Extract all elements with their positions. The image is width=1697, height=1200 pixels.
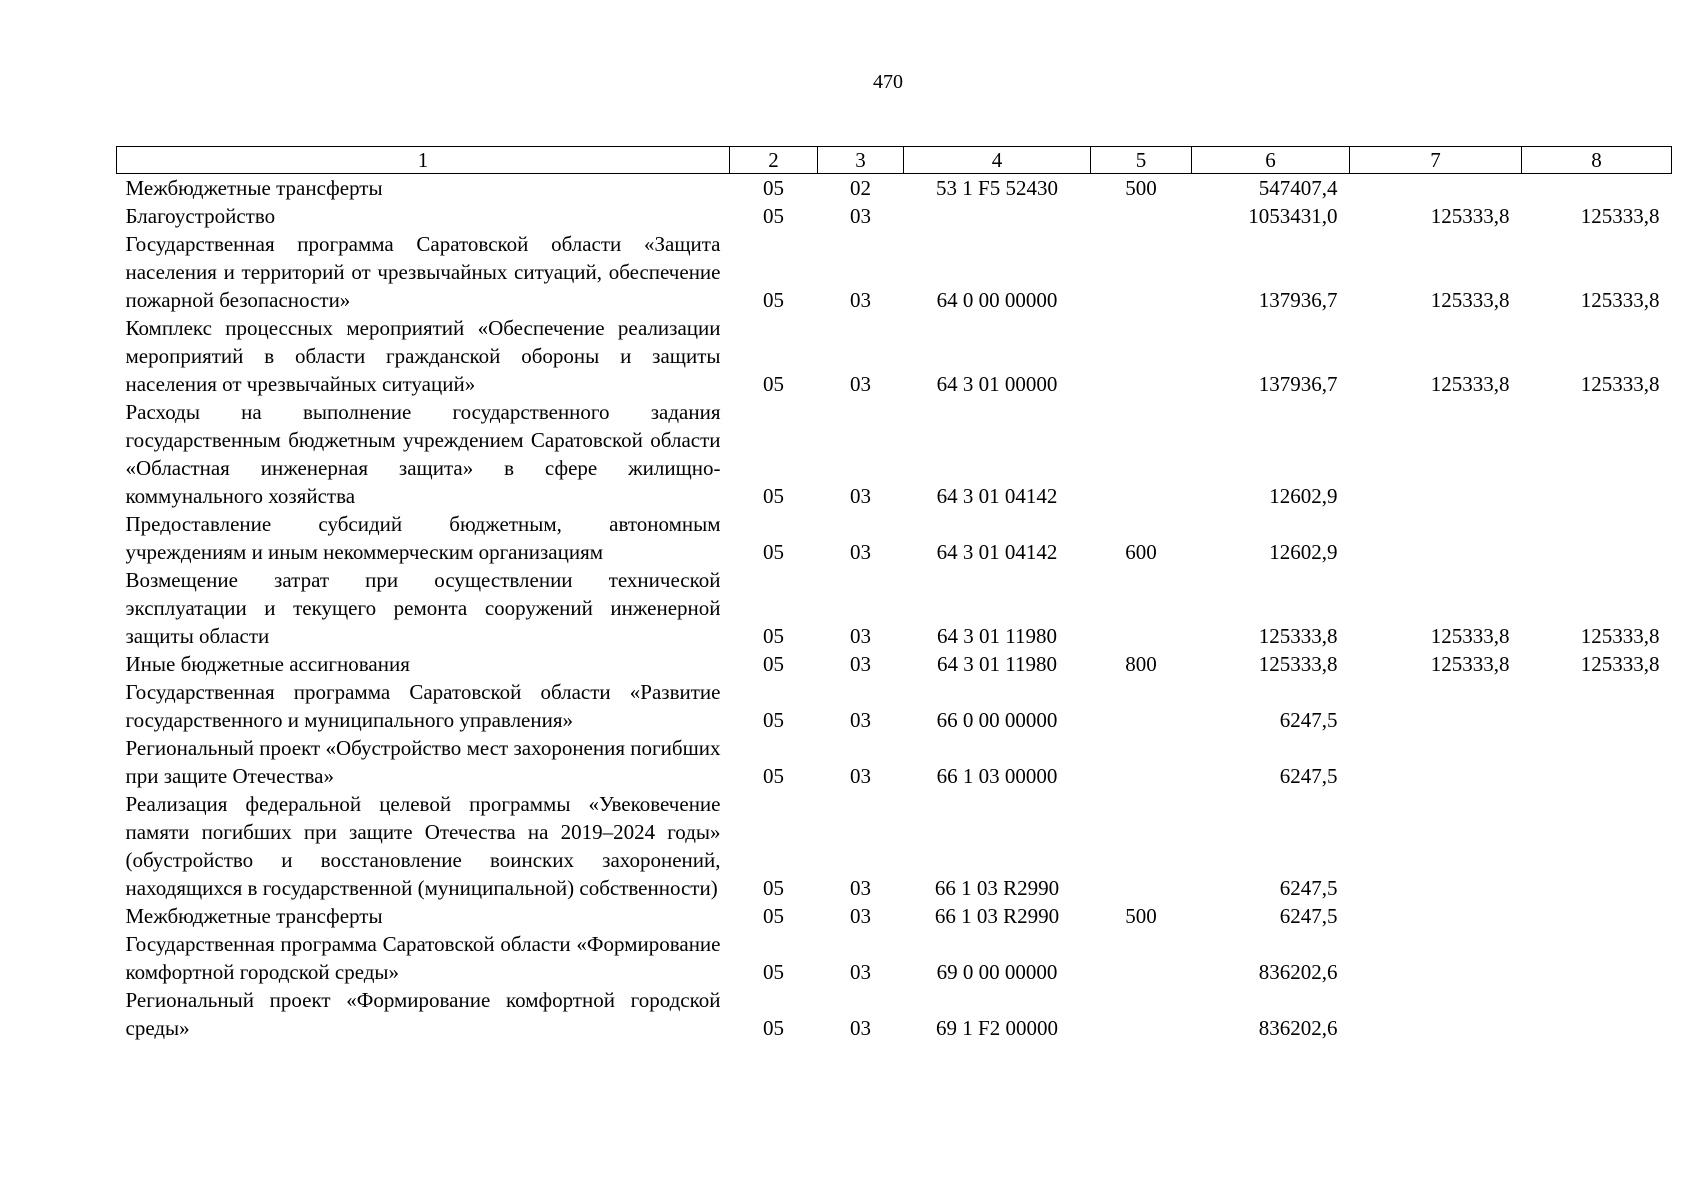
table-row xyxy=(117,510,1672,566)
column-header: 8 xyxy=(1522,147,1672,174)
target-article-cell: 64 3 01 04142 xyxy=(936,484,1058,508)
amount-cell xyxy=(1522,902,1672,930)
row-name-cell: Государственная программа Саратовской области «Развитие государственного и муниципального управления» xyxy=(125,680,721,732)
target-article-cell: 66 0 00 00000 xyxy=(936,708,1058,732)
column-header: 6 xyxy=(1192,147,1350,174)
amount-cell xyxy=(1522,398,1672,510)
column-header: 7 xyxy=(1350,147,1522,174)
amount-cell: 6247,5 xyxy=(1279,764,1338,788)
amount-cell xyxy=(1350,734,1522,790)
row-name-cell: Расходы на выполнение государственного задания государственным бюджетным учреждением Саратовской области «Областная инженерная защита» в сфере жилищно-коммунального хозяйства xyxy=(125,400,721,508)
amount-cell: 125333,8 xyxy=(1430,624,1510,648)
amount-cell: 125333,8 xyxy=(1580,652,1660,676)
target-article-cell: 69 1 F2 00000 xyxy=(936,1016,1058,1040)
table-row xyxy=(117,902,1672,930)
expense-type-cell xyxy=(1091,202,1192,230)
amount-cell xyxy=(1522,734,1672,790)
column-header: 1 xyxy=(117,147,730,174)
section-code-cell: 05 xyxy=(763,708,784,732)
column-header: 3 xyxy=(818,147,904,174)
table-body xyxy=(117,174,1672,1043)
target-article-cell xyxy=(904,202,1091,230)
target-article-cell: 53 1 F5 52430 xyxy=(936,176,1058,200)
amount-cell: 125333,8 xyxy=(1580,204,1660,228)
section-code-cell: 05 xyxy=(763,764,784,788)
expense-type-cell xyxy=(1091,230,1192,314)
section-code-cell: 05 xyxy=(763,652,784,676)
subsection-code-cell: 03 xyxy=(850,904,871,928)
amount-cell: 547407,4 xyxy=(1258,176,1338,200)
section-code-cell: 05 xyxy=(763,288,784,312)
amount-cell xyxy=(1350,398,1522,510)
subsection-code-cell: 03 xyxy=(850,876,871,900)
amount-cell: 137936,7 xyxy=(1258,288,1338,312)
amount-cell xyxy=(1350,930,1522,986)
section-code-cell: 05 xyxy=(763,204,784,228)
amount-cell: 836202,6 xyxy=(1258,960,1338,984)
amount-cell xyxy=(1522,790,1672,902)
amount-cell xyxy=(1350,510,1522,566)
table-row xyxy=(117,566,1672,650)
section-code-cell: 05 xyxy=(763,624,784,648)
table-row xyxy=(117,678,1672,734)
amount-cell xyxy=(1350,174,1522,203)
row-name-cell: Региональный проект «Обустройство мест захоронения погибших при защите Отечества» xyxy=(125,736,721,788)
subsection-code-cell: 03 xyxy=(850,288,871,312)
subsection-code-cell: 03 xyxy=(850,708,871,732)
amount-cell: 125333,8 xyxy=(1580,372,1660,396)
subsection-code-cell: 03 xyxy=(850,204,871,228)
section-code-cell: 05 xyxy=(763,484,784,508)
amount-cell: 1053431,0 xyxy=(1248,204,1338,228)
table-row xyxy=(117,314,1672,398)
subsection-code-cell: 03 xyxy=(850,960,871,984)
subsection-code-cell: 03 xyxy=(850,624,871,648)
expense-type-cell xyxy=(1091,930,1192,986)
table-row xyxy=(117,174,1672,203)
amount-cell: 836202,6 xyxy=(1258,1016,1338,1040)
header-row xyxy=(117,147,1672,174)
amount-cell xyxy=(1350,902,1522,930)
expense-type-cell: 800 xyxy=(1125,652,1157,676)
expense-type-cell xyxy=(1091,314,1192,398)
expense-type-cell xyxy=(1091,566,1192,650)
amount-cell: 125333,8 xyxy=(1430,372,1510,396)
subsection-code-cell: 02 xyxy=(850,176,871,200)
expense-type-cell: 600 xyxy=(1125,540,1157,564)
amount-cell xyxy=(1350,678,1522,734)
row-name-cell: Возмещение затрат при осуществлении технической эксплуатации и текущего ремонта сооружений инженерной защиты области xyxy=(125,568,721,648)
table-row xyxy=(117,930,1672,986)
amount-cell xyxy=(1522,678,1672,734)
expense-type-cell xyxy=(1091,986,1192,1042)
row-name-cell: Комплекс процессных мероприятий «Обеспечение реализации мероприятий в области гражданской обороны и защиты населения от чрезвычайных ситуаций» xyxy=(125,316,721,396)
expense-type-cell xyxy=(1091,734,1192,790)
amount-cell: 6247,5 xyxy=(1279,708,1338,732)
amount-cell: 125333,8 xyxy=(1258,652,1338,676)
row-name-cell: Межбюджетные трансферты xyxy=(125,904,383,928)
target-article-cell: 69 0 00 00000 xyxy=(936,960,1058,984)
amount-cell: 12602,9 xyxy=(1269,540,1338,564)
table-row xyxy=(117,986,1672,1042)
amount-cell: 125333,8 xyxy=(1430,204,1510,228)
column-header: 2 xyxy=(730,147,818,174)
amount-cell xyxy=(1522,174,1672,203)
target-article-cell: 64 3 01 11980 xyxy=(937,652,1057,676)
table-row xyxy=(117,734,1672,790)
table-row xyxy=(117,202,1672,230)
target-article-cell: 64 3 01 04142 xyxy=(936,540,1058,564)
subsection-code-cell: 03 xyxy=(850,652,871,676)
amount-cell: 6247,5 xyxy=(1279,876,1338,900)
column-header: 5 xyxy=(1091,147,1192,174)
amount-cell: 125333,8 xyxy=(1430,652,1510,676)
target-article-cell: 64 3 01 11980 xyxy=(937,624,1057,648)
subsection-code-cell: 03 xyxy=(850,372,871,396)
amount-cell: 125333,8 xyxy=(1580,624,1660,648)
row-name-cell: Предоставление субсидий бюджетным, автономным учреждениям и иным некоммерческим организациям xyxy=(125,512,721,564)
amount-cell: 125333,8 xyxy=(1430,288,1510,312)
section-code-cell: 05 xyxy=(763,960,784,984)
expense-type-cell xyxy=(1091,398,1192,510)
target-article-cell: 66 1 03 00000 xyxy=(936,764,1058,788)
table-row xyxy=(117,398,1672,510)
subsection-code-cell: 03 xyxy=(850,484,871,508)
amount-cell xyxy=(1350,986,1522,1042)
page-number: 470 xyxy=(873,71,903,93)
amount-cell xyxy=(1522,930,1672,986)
expense-type-cell xyxy=(1091,790,1192,902)
amount-cell xyxy=(1350,790,1522,902)
amount-cell xyxy=(1522,510,1672,566)
target-article-cell: 64 3 01 00000 xyxy=(936,372,1058,396)
section-code-cell: 05 xyxy=(763,904,784,928)
table-row xyxy=(117,790,1672,902)
section-code-cell: 05 xyxy=(763,876,784,900)
expense-type-cell: 500 xyxy=(1125,904,1157,928)
row-name-cell: Благоустройство xyxy=(125,204,276,228)
amount-cell: 137936,7 xyxy=(1258,372,1338,396)
section-code-cell: 05 xyxy=(763,1016,784,1040)
subsection-code-cell: 03 xyxy=(850,1016,871,1040)
amount-cell: 6247,5 xyxy=(1279,904,1338,928)
section-code-cell: 05 xyxy=(763,540,784,564)
expense-type-cell xyxy=(1091,678,1192,734)
section-code-cell: 05 xyxy=(763,176,784,200)
column-header: 4 xyxy=(904,147,1091,174)
budget-table xyxy=(116,146,1672,1042)
amount-cell xyxy=(1522,986,1672,1042)
row-name-cell: Реализация федеральной целевой программы «Увековечение памяти погибших при защите Отечества на 2019–2024 годы» (обустройство и восстановление воинских захоронений, находящихся в государственной (муниципальной) собственности) xyxy=(125,792,721,900)
expense-type-cell: 500 xyxy=(1125,176,1157,200)
row-name-cell: Государственная программа Саратовской области «Защита населения и территорий от чрезвычайных ситуаций, обеспечение пожарной безопасности» xyxy=(125,232,721,312)
row-name-cell: Иные бюджетные ассигнования xyxy=(125,652,410,676)
row-name-cell: Государственная программа Саратовской области «Формирование комфортной городской среды» xyxy=(125,932,721,984)
amount-cell: 12602,9 xyxy=(1269,484,1338,508)
row-name-cell: Региональный проект «Формирование комфортной городской среды» xyxy=(125,988,721,1040)
amount-cell: 125333,8 xyxy=(1580,288,1660,312)
table-row xyxy=(117,230,1672,314)
target-article-cell: 64 0 00 00000 xyxy=(936,288,1058,312)
target-article-cell: 66 1 03 R2990 xyxy=(934,876,1060,900)
row-name-cell: Межбюджетные трансферты xyxy=(125,176,383,200)
amount-cell: 125333,8 xyxy=(1258,624,1338,648)
subsection-code-cell: 03 xyxy=(850,540,871,564)
subsection-code-cell: 03 xyxy=(850,764,871,788)
target-article-cell: 66 1 03 R2990 xyxy=(934,904,1060,928)
section-code-cell: 05 xyxy=(763,372,784,396)
table-row xyxy=(117,650,1672,678)
